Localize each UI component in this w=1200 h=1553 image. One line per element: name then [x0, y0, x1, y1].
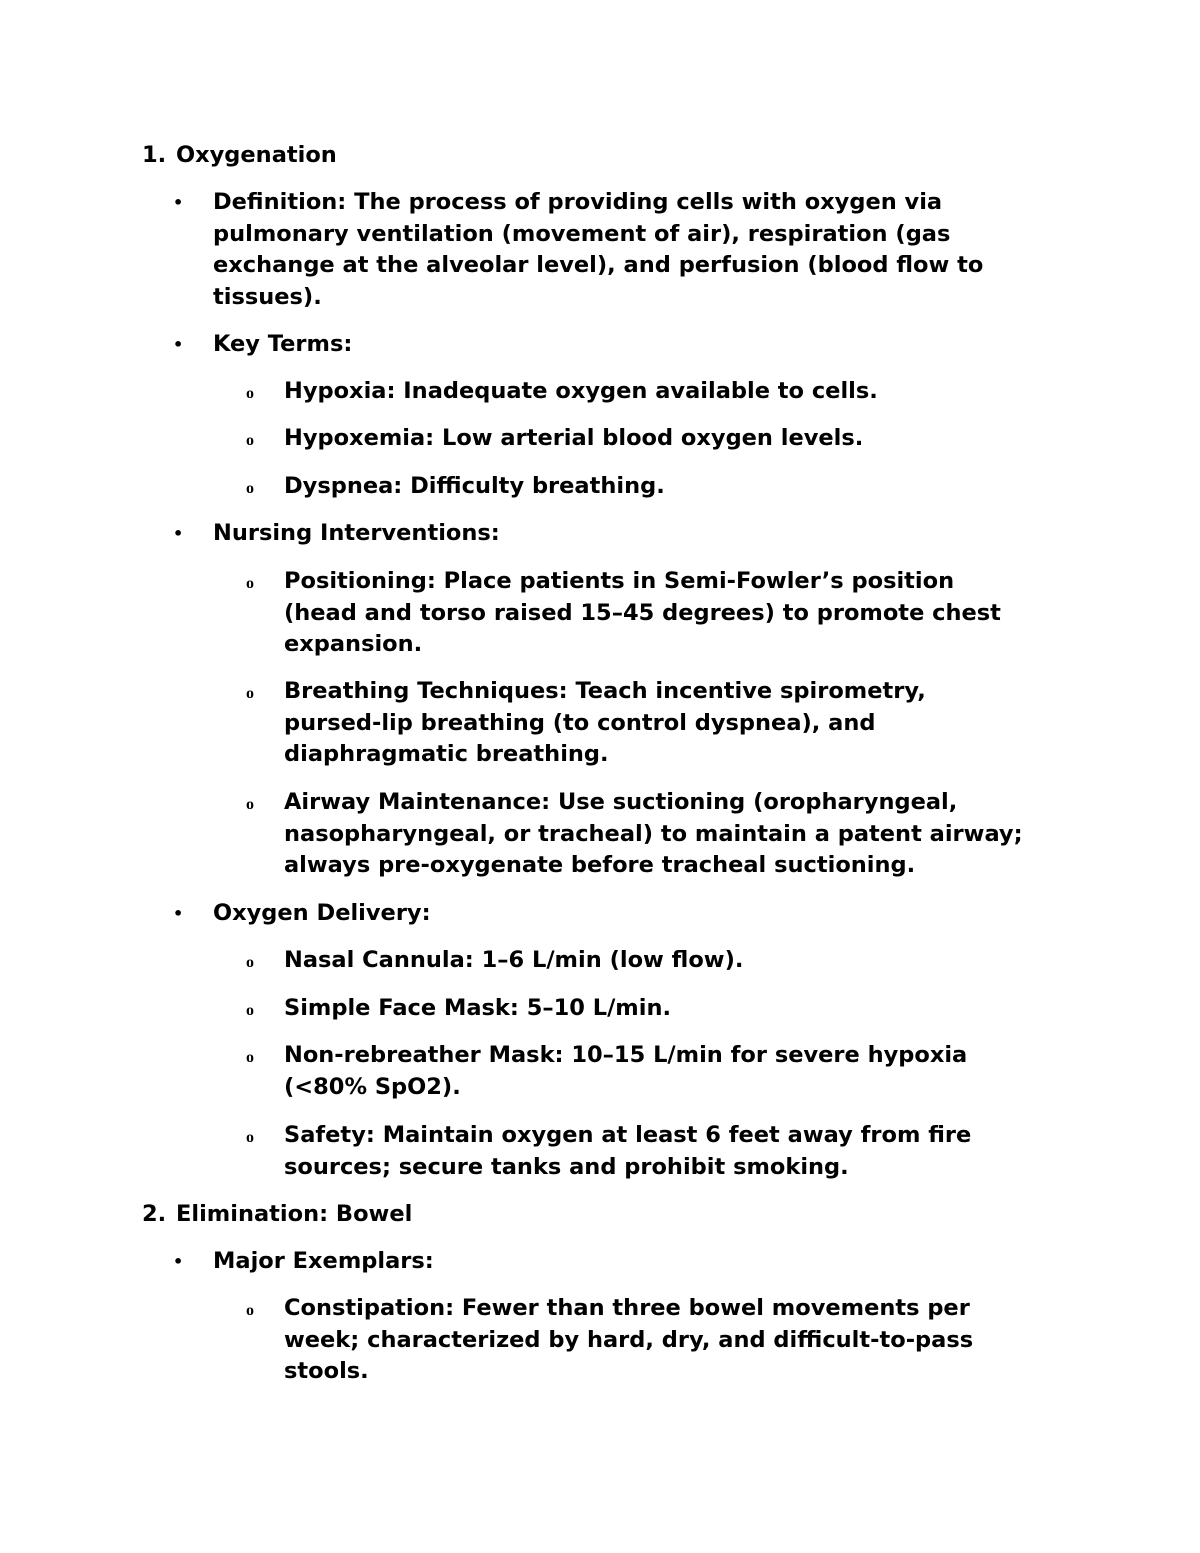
subitem-marker: o	[246, 575, 254, 592]
subitem-marker: o	[246, 1129, 254, 1146]
subitem-safety	[246, 1120, 1006, 1183]
subitem-text: Safety: Maintain oxygen at least 6 feet away from fire sources; secure tanks and prohibit smoking.	[284, 1122, 972, 1180]
subitem-marker: o	[246, 685, 254, 702]
subitem-dyspnea	[246, 471, 1066, 503]
bullet-definition	[173, 187, 1033, 313]
bullet-key-terms	[173, 329, 1053, 361]
subitem-hypoxia	[246, 376, 1066, 408]
subitem-airway-maintenance	[246, 787, 1046, 882]
subitem-text: Positioning: Place patients in Semi-Fowler’s position (head and torso raised 15–45 degrees) to promote chest expansion.	[284, 568, 1001, 657]
subitem-hypoxemia	[246, 423, 1066, 455]
bullet-marker: •	[173, 335, 184, 354]
bullet-text: Nursing Interventions:	[213, 520, 500, 546]
subitem-text: Constipation: Fewer than three bowel movements per week; characterized by hard, dry, and difficult-to-pass stools.	[284, 1295, 974, 1384]
subitem-text: Simple Face Mask: 5–10 L/min.	[284, 995, 672, 1021]
subitem-text: Hypoxia: Inadequate oxygen available to cells.	[284, 378, 878, 404]
bullet-text: Oxygen Delivery:	[213, 900, 431, 926]
subitem-simple-face-mask	[246, 993, 1066, 1025]
bullet-nursing-interventions	[173, 518, 1053, 550]
section-title: Oxygenation	[176, 142, 337, 168]
subitem-constipation	[246, 1293, 1006, 1388]
bullet-text: Key Terms:	[213, 331, 353, 357]
section-heading-elimination-bowel	[142, 1199, 412, 1231]
subitem-marker: o	[246, 432, 254, 449]
section-heading-oxygenation	[142, 140, 337, 172]
subitem-marker: o	[246, 1302, 254, 1319]
subitem-marker: o	[246, 796, 254, 813]
section-number: 2.	[142, 1201, 167, 1227]
subitem-marker: o	[246, 480, 254, 497]
subitem-text: Dyspnea: Difficulty breathing.	[284, 473, 665, 499]
subitem-text: Non-rebreather Mask: 10–15 L/min for severe hypoxia (<80% SpO2).	[284, 1042, 968, 1100]
bullet-marker: •	[173, 1252, 184, 1271]
subitem-marker: o	[246, 1049, 254, 1066]
bullet-text: Definition: The process of providing cells with oxygen via pulmonary ventilation (movement of air), respiration (gas exchange at the alveolar level), and perfusion (blood flow to tissues).	[213, 189, 984, 310]
subitem-text: Hypoxemia: Low arterial blood oxygen levels.	[284, 425, 864, 451]
bullet-text: Major Exemplars:	[213, 1248, 434, 1274]
bullet-major-exemplars	[173, 1246, 1053, 1278]
bullet-oxygen-delivery	[173, 898, 1053, 930]
section-title: Elimination: Bowel	[176, 1201, 413, 1227]
subitem-text: Breathing Techniques: Teach incentive spirometry, pursed-lip breathing (to control dyspnea), and diaphragmatic breathing.	[284, 678, 926, 767]
subitem-positioning	[246, 566, 1016, 661]
bullet-marker: •	[173, 904, 184, 923]
subitem-text: Airway Maintenance: Use suctioning (oropharyngeal, nasopharyngeal, or tracheal) to maintain a patent airway; always pre-oxygenate before tracheal suctioning.	[284, 789, 1023, 878]
subitem-nasal-cannula	[246, 945, 1066, 977]
subitem-breathing-techniques	[246, 676, 976, 771]
section-number: 1.	[142, 142, 167, 168]
subitem-marker: o	[246, 954, 254, 971]
subitem-text: Nasal Cannula: 1–6 L/min (low flow).	[284, 947, 744, 973]
bullet-marker: •	[173, 193, 184, 212]
subitem-non-rebreather-mask	[246, 1040, 1006, 1103]
subitem-marker: o	[246, 385, 254, 402]
bullet-marker: •	[173, 524, 184, 543]
subitem-marker: o	[246, 1002, 254, 1019]
